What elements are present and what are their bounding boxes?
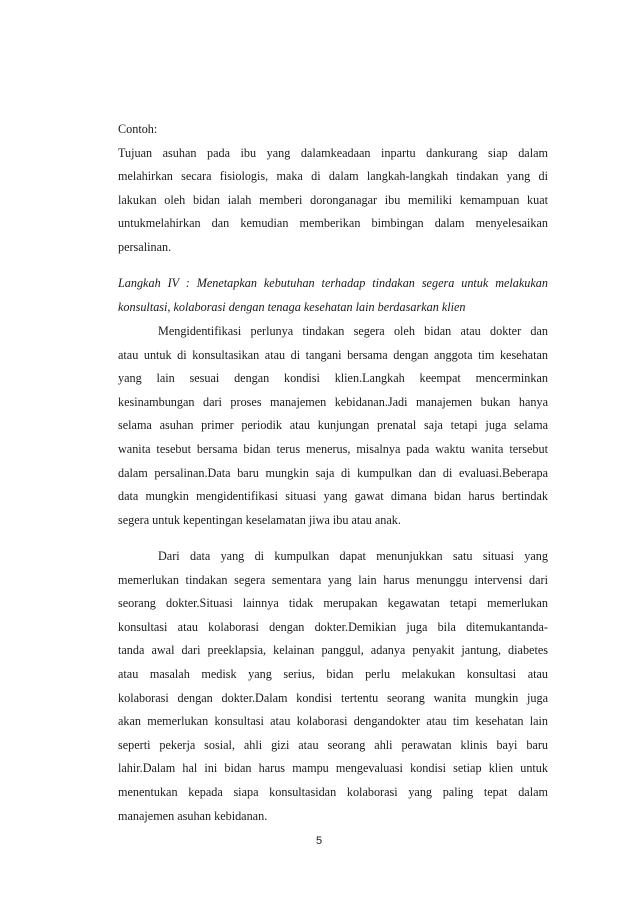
paragraph-line: wanita tesebut bersama bidan terus menerus, misalnya pada waktu wanita tersebut	[118, 441, 548, 456]
paragraph-line: Dari data yang di kumpulkan dapat menunjukkan satu situasi yang	[158, 549, 548, 563]
paragraph-line: kesinambungan dari proses manajemen kebidanan.Jadi manajemen bukan hanya	[118, 394, 548, 409]
heading-line: konsultasi, kolaborasi dengan tenaga kesehatan lain berdasarkan klien	[118, 299, 466, 314]
paragraph-line: kolaborasi dengan dokter.Dalam kondisi tertentu seorang wanita mungkin juga	[118, 690, 548, 705]
example-label: Contoh:	[118, 122, 158, 136]
paragraph-line: akan memerlukan konsultasi atau kolaborasi dengandokter atau tim kesehatan lain	[118, 714, 548, 729]
paragraph-1	[118, 320, 548, 532]
paragraph-line: seperti pekerja sosial, ahli gizi atau seorang ahli perawatan klinis bayi baru	[118, 737, 548, 752]
paragraph-line: atau masalah medisk yang serius, bidan perlu melakukan konsultasi atau	[118, 666, 548, 681]
paragraph-line: lahir.Dalam hal ini bidan harus mampu mengevaluasi kondisi setiap klien untuk	[118, 761, 548, 776]
example-line: lakukan oleh bidan ialah memberi doronganagar ibu memiliki kemampuan kuat	[118, 192, 548, 207]
example-line: Tujuan asuhan pada ibu yang dalamkeadaan inpartu dankurang siap dalam	[118, 145, 548, 160]
paragraph-line: Mengidentifikasi perlunya tindakan segera oleh bidan atau dokter dan	[158, 324, 548, 338]
paragraph-line: segera untuk kepentingan keselamatan jiwa ibu atau anak.	[118, 512, 401, 527]
paragraph-line: selama asuhan primer periodik atau kunjungan prenatal saja tetapi juga selama	[118, 418, 548, 433]
paragraph-2	[118, 545, 548, 828]
example-line: persalinan.	[118, 239, 172, 254]
paragraph-line: yang lain sesuai dengan kondisi klien.Langkah keempat mencerminkan	[118, 371, 548, 386]
page-number: 5	[315, 835, 323, 847]
example-line: untukmelahirkan dan kemudian memberikan bimbingan dalam menyelesaikan	[118, 216, 548, 231]
example-line: melahirkan secara fisiologis, maka di dalam langkah-langkah tindakan yang di	[118, 169, 548, 184]
section-heading	[118, 272, 548, 319]
heading-line: Langkah IV : Menetapkan kebutuhan terhadap tindakan segera untuk melakukan	[118, 276, 548, 290]
paragraph-line: atau untuk di konsultasikan atau di tangani bersama dengan anggota tim kesehatan	[118, 347, 548, 362]
paragraph-line: konsultasi atau kolaborasi dengan dokter.Demikian juga bila ditemukantanda-	[118, 619, 548, 634]
example-section	[118, 118, 548, 260]
paragraph-line: seorang dokter.Situasi lainnya tidak merupakan kegawatan tetapi memerlukan	[118, 596, 548, 611]
paragraph-line: tanda awal dari preeklapsia, kelainan panggul, adanya penyakit jantung, diabetes	[118, 643, 548, 658]
paragraph-line: data mungkin mengidentifikasi situasi yang gawat dimana bidan harus bertindak	[118, 489, 548, 504]
paragraph-line: dalam persalinan.Data baru mungkin saja di kumpulkan dan di evaluasi.Beberapa	[118, 465, 548, 480]
paragraph-line: memerlukan tindakan segera sementara yang lain harus menunggu intervensi dari	[118, 572, 548, 587]
paragraph-line: menentukan kepada siapa konsultasidan kolaborasi yang paling tepat dalam	[118, 784, 548, 799]
paragraph-line: manajemen asuhan kebidanan.	[118, 808, 268, 823]
